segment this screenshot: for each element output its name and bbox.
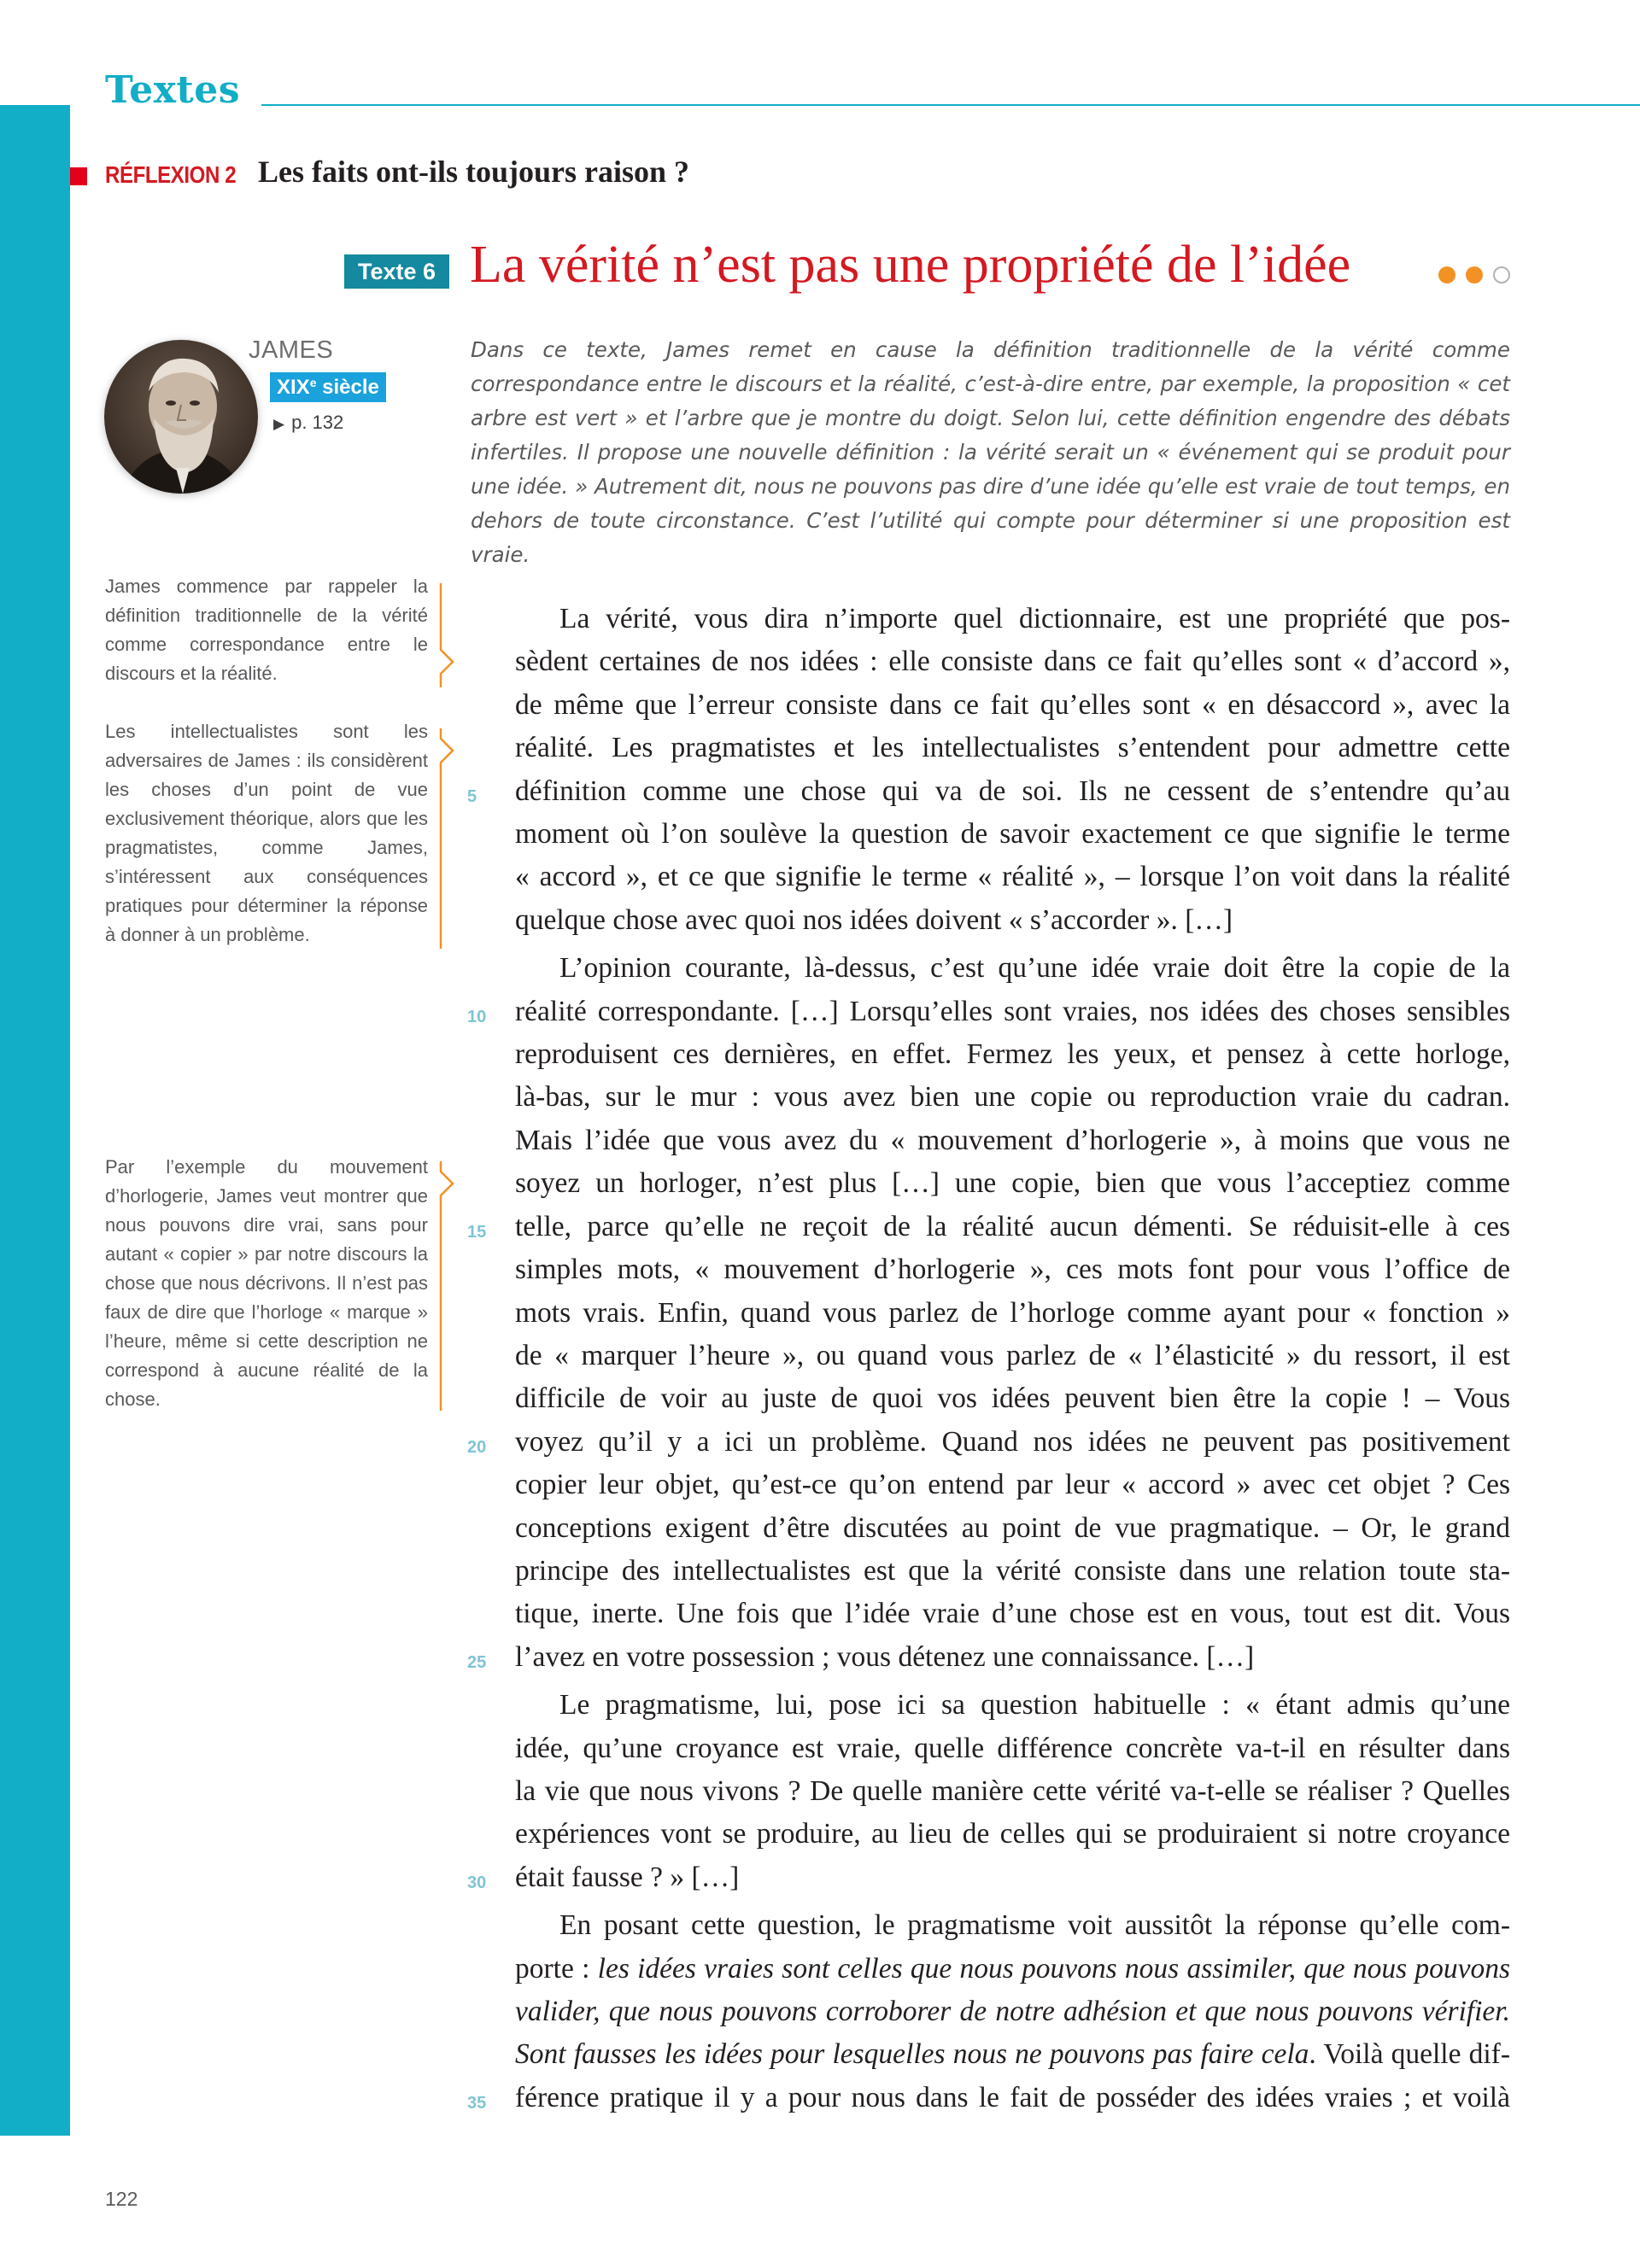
portrait-icon [104,340,258,494]
excerpt-line [467,770,1510,813]
excerpt-line [515,1119,1510,1162]
difficulty-dot-filled-icon [1466,266,1483,284]
excerpt-text: telle, parce qu’elle ne reçoit de la réalité aucun démenti. Se réduisit-elle à ces [515,1210,1510,1242]
author-portrait-image [104,340,258,494]
section-rule-divider [261,104,1640,106]
excerpt-line [467,1636,1510,1679]
excerpt-text: était fausse ? » […] [515,1861,740,1893]
intro-paragraph: Dans ce texte, James remet en cause la définition traditionnelle de la vérité comme correspondance entre le discours et la réalité, c’est-à-dire entre, par exemple, la proposition « cet arbre est vert » et l’arbre que je montre du doigt. Selon lui, cette définition engendre des débats infertiles. Il propose une nouvelle définition : la vérité serait un « événement qui se produit pour une idée. » Autrement dit, nous ne pouvons pas dire d’une idée qu’elle est vraie de tout temps, en dehors de toute circonstance. C’est l’utilité qui compte pour déterminer si une proposition est vraie. [471,337,1510,567]
excerpt-text: copier leur objet, qu’est-ce qu’on entend par leur « accord » avec cet objet ? Ces [515,1469,1510,1501]
excerpt-text: l’avez en votre possession ; vous détenez une connaissance. […] [515,1640,1255,1673]
difficulty-dot-empty-icon [1493,266,1510,284]
excerpt-line [515,1813,1510,1856]
excerpt-line [515,1507,1510,1550]
margin-note-2: Les intellectualistes sont les adversaires de James : ils considèrent les choses d’un point de vue exclusivement théorique, alors que les pragmatistes, comme James, s’intéressent aux conséquences pratiques pour déterminer la réponse à donner à un problème. [105,721,428,945]
reflexion-title: Les faits ont-ils toujours raison ? [258,155,690,189]
margin-note-1: James commence par rappeler la définition traditionnelle de la vérité comme correspondance entre le discours et la réalité. [105,576,428,684]
excerpt-text: « accord », et ce que signifie le terme « réalité », – lorsque l’on voit dans la réalité [515,861,1510,893]
excerpt-text: soyez un horloger, n’est plus […] une copie, bien que vous l’acceptiez comme [515,1167,1510,1200]
excerpt-line [467,2077,1510,2119]
excerpt-line [515,1377,1510,1420]
texte-badge: Texte 6 [344,254,449,289]
excerpt-text: La vérité, vous dira n’importe quel dictionnaire, est une propriété que pos- [559,603,1510,634]
excerpt-line [515,1684,1510,1727]
author-page-link[interactable] [273,412,343,434]
excerpt-text: là-bas, sur le mur : vous avez bien une copie ou reproduction vraie du cadran. [515,1081,1510,1114]
play-triangle-icon: ▶ [273,416,285,432]
excerpt-line [467,1206,1510,1248]
century-sup: e [309,376,317,389]
excerpt-text: férence pratique il y a pour nous dans le fait de posséder des idées vraies ; et voilà [515,2081,1510,2113]
excerpt-line [515,1550,1510,1593]
excerpt-text: Le pragmatisme, lui, pose ici sa question habituelle : « étant admis qu’une [559,1689,1510,1721]
excerpt-line [515,684,1510,727]
page-ref-text: p. 132 [291,412,344,433]
excerpt-line [515,1292,1510,1335]
excerpt-text: . Voilà quelle dif- [1309,2038,1510,2071]
century-roman: XIX [277,376,310,399]
excerpt-line [515,1335,1510,1377]
excerpt-text: difficile de voir au juste de quoi vos idées peuvent bien être la copie ! – Vous [515,1382,1510,1415]
excerpt-text: idée, qu’une croyance est vraie, quelle différence concrète va-t-il en résulter dans [515,1732,1510,1764]
century-word: siècle [322,376,379,399]
author-name: JAMES [249,336,334,364]
excerpt-line [515,1770,1510,1813]
excerpt-line [515,727,1510,769]
excerpt-text: moment où l’on soulève la question de savoir exactement ce que signifie le terme [515,818,1510,850]
note-bracket-3-icon [437,1161,458,1411]
excerpt-text: simples mots, « mouvement d’horlogerie », ces mots font pour vous l’office de [515,1254,1510,1286]
texte-title: La vérité n’est pas une propriété de l’idée [470,236,1351,294]
excerpt-text: la vie que nous vivons ? De quelle manière cette vérité va-t-elle se réaliser ? Quelles [515,1774,1510,1807]
margin-note-3: Par l’exemple du mouvement d’horlogerie, James veut montrer que nous pouvons dire vrai, sans pour autant « copier » par notre discours la chose que nous décrivons. Il n’est pas faux de dire que l’horloge « marque » l’heure, même si cette description ne correspond à aucune réalité de la chose. [105,1156,428,1410]
excerpt-line [515,1990,1510,2033]
excerpt-line [515,1076,1510,1119]
excerpt-text: principe des intellectualistes est que la vérité consiste dans une relation toute sta- [515,1554,1510,1587]
page-number: 122 [105,2188,138,2210]
excerpt-line [515,1033,1510,1076]
section-title: Textes [105,68,241,112]
excerpt-text: quelque chose avec quoi nos idées doivent « s’accorder ». […] [515,903,1233,936]
excerpt-text: définition comme une chose qui va de soi. Ils ne cessent de s’entendre qu’au [515,775,1510,807]
excerpt-text: Mais l’idée que vous avez du « mouvement d’horlogerie », à moins que vous ne [515,1124,1510,1156]
difficulty-dot-filled-icon [1438,266,1456,284]
excerpt-text: réalité. Les pragmatistes et les intellectualistes s’entendent pour admettre cette [515,732,1510,764]
excerpt-line [515,1162,1510,1205]
excerpt-line [515,899,1510,942]
excerpt-line [515,1464,1510,1506]
line-number: 25 [467,1652,487,1672]
excerpt-line [515,856,1510,898]
chapter-color-bar [0,105,70,2136]
excerpt-text: expériences vont se produire, au lieu de celles qui se produiraient si notre croyance [515,1818,1510,1850]
excerpt-text: porte : [515,1952,598,1984]
excerpt-line [515,640,1510,683]
line-number: 20 [467,1437,487,1457]
difficulty-rating [1438,266,1510,284]
excerpt-text: réalité correspondante. […] Lorsqu’elles sont vraies, nos idées des choses sensibles [515,995,1510,1027]
excerpt-italic-text: les idées vraies sont celles que nous pouvons nous assimiler, que nous pouvons [597,1952,1511,1984]
excerpt-line [515,1948,1510,1990]
excerpt-line [515,813,1510,856]
excerpt-text: En posant cette question, le pragmatisme voit aussitôt la réponse qu’elle com- [559,1909,1510,1942]
line-number: 30 [467,1873,487,1892]
excerpt-line [515,1904,1510,1947]
reflexion-label: RÉFLEXION 2 [105,161,237,188]
excerpt-text: mots vrais. Enfin, quand vous parlez de l’horloge comme ayant pour « fonction » [515,1296,1510,1329]
excerpt-text: voyez qu’il y a ici un problème. Quand nos idées ne peuvent pas positivement [515,1425,1510,1458]
note-bracket-2-icon [437,728,458,949]
line-number: 15 [467,1222,487,1242]
excerpt-line [467,1856,1510,1899]
excerpt-line [515,1727,1510,1770]
reflexion-square-icon [70,167,87,185]
excerpt-line [515,947,1510,990]
excerpt-text: de « marquer l’heure », ou quand vous parlez de « l’élasticité » du ressort, il est [515,1339,1510,1371]
excerpt-line [467,1421,1510,1464]
line-number: 10 [467,1007,487,1026]
line-number: 5 [467,786,477,806]
century-badge [270,372,386,402]
excerpt-line [467,991,1510,1033]
excerpt-text: sèdent certaines de nos idées : elle consiste dans ce fait qu’elles sont « d’accord », [515,646,1510,678]
excerpt-body [467,598,1511,2119]
excerpt-italic-text: valider, que nous pouvons corroborer de notre adhésion et que nous pouvons vérifier. [515,1996,1510,2027]
excerpt-text: de même que l’erreur consiste dans ce fait qu’elles sont « en désaccord », avec la [515,688,1510,721]
excerpt-line [515,598,1510,640]
excerpt-text: tique, inerte. Une fois que l’idée vraie d’une chose est en vous, tout est dit. Vous [515,1598,1510,1630]
excerpt-line [515,1593,1510,1635]
excerpt-text: L’opinion courante, là-dessus, c’est qu’une idée vraie doit être la copie de la [559,952,1510,985]
note-bracket-1-icon [437,583,458,687]
line-number: 35 [467,2093,487,2113]
excerpt-italic-text: Sont fausses les idées pour lesquelles nous ne pouvons pas faire cela [515,2038,1309,2071]
excerpt-text: reproduisent ces dernières, en effet. Fermez les yeux, et pensez à cette horloge, [515,1038,1510,1071]
excerpt-line [515,1248,1510,1291]
excerpt-text: conceptions exigent d’être discutées au point de vue pragmatique. – Or, le grand [515,1511,1510,1544]
excerpt-line [515,2033,1510,2076]
